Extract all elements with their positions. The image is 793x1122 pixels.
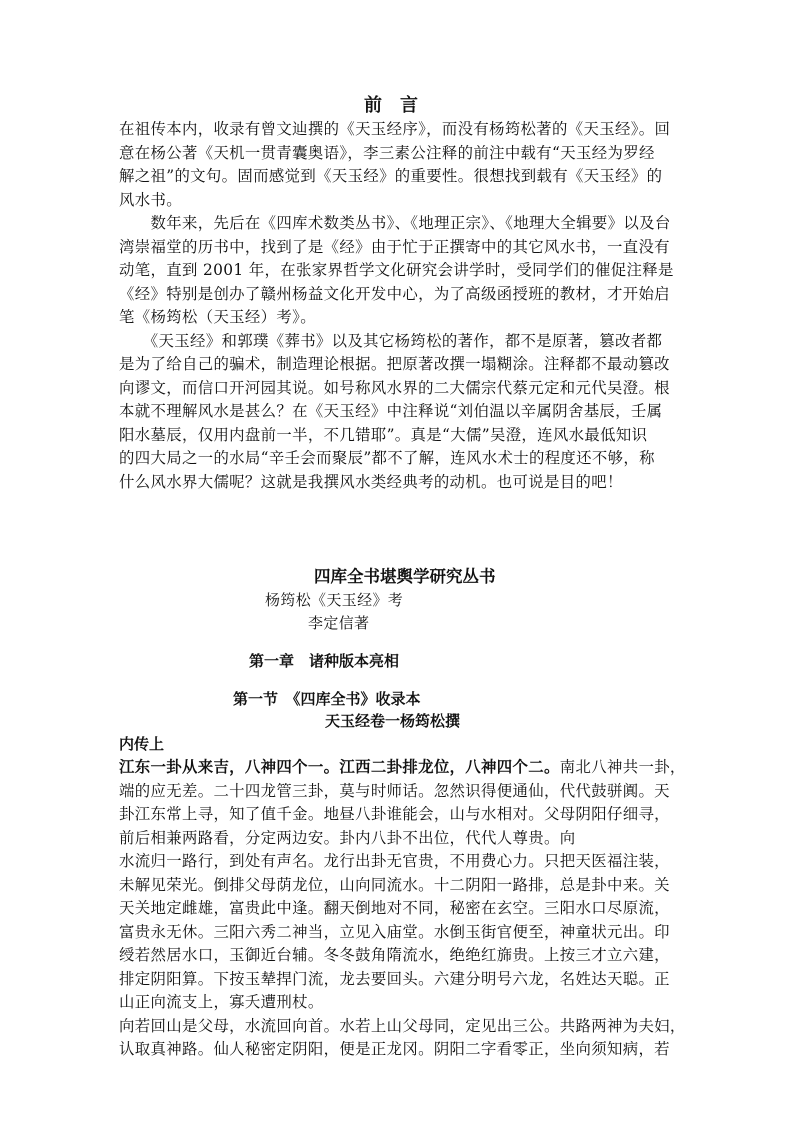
verse-line: 未解见荣光。倒排父母荫龙位，山向同流水。十二阴阳一路排，总是卦中来。关 bbox=[119, 876, 670, 894]
book-title: 杨筠松《天玉经》考 bbox=[265, 591, 404, 609]
section-subtitle: 天玉经卷一杨筠松撰 bbox=[325, 712, 461, 730]
preface-line: 《经》特别是创办了赣州杨益文化开发中心，为了高级函授班的教材，才开始启 bbox=[119, 285, 670, 303]
part-heading: 内传上 bbox=[119, 735, 165, 753]
preface-line: 是为了给自己的骗术，制造理论根据。把原著改撰一塌糊涂。注释都不最动篡改 bbox=[119, 355, 670, 373]
preface-line: 什么风水界大儒呢？这就是我撰风水类经典考的动机。也可说是目的吧！ bbox=[119, 473, 623, 491]
chapter-heading: 第一章 诸种版本亮相 bbox=[249, 652, 400, 670]
preface-line: 《天玉经》和郭璞《葬书》以及其它杨筠松的著作，都不是原著，篡改者都 bbox=[119, 332, 663, 350]
preface-line: 向谬文，而信口开河园其说。如号称风水界的二大儒宗代蔡元定和元代吴澄。根 bbox=[119, 379, 670, 397]
verse-line: 认取真神路。仙人秘密定阴阳，便是正龙冈。阴阳二字看零正，坐向须知病，若 bbox=[119, 1040, 670, 1058]
preface-line: 风水书。 bbox=[119, 191, 182, 209]
preface-line: 的四大局之一的水局“辛壬会而聚辰”都不了解，连风水术士的程度还不够，称 bbox=[119, 449, 655, 467]
preface-title: 前 言 bbox=[364, 95, 418, 116]
preface-line: 意在杨公著《天机一贯青囊奥语》，李三素公注释的前注中载有“天玉经为罗经 bbox=[119, 144, 655, 162]
series-title: 四库全书堪舆学研究丛书 bbox=[314, 567, 496, 586]
verse-rest: 南北八神共一卦， bbox=[559, 758, 686, 776]
verse-line: 向若回山是父母，水流回向首。水若上山父母同，定见出三公。共路两神为夫妇， bbox=[119, 1017, 686, 1035]
preface-line: 解之祖”的文句。固而感觉到《天玉经》的重要性。很想找到载有《天玉经》的 bbox=[119, 167, 663, 185]
section-heading: 第一节 《四库全书》收录本 bbox=[233, 690, 421, 708]
verse-line: 绶若然居水口，玉御近台辅。冬冬鼓角隋流水，绝绝红旆贵。上按三才立六建， bbox=[119, 946, 670, 964]
verse-line: 山正向流支上，寡夭遭刑杖。 bbox=[119, 993, 324, 1011]
verse-bold: 江东一卦从来吉，八神四个一。江西二卦排龙位，八神四个二。 bbox=[119, 758, 560, 776]
verse-line bbox=[119, 755, 686, 779]
preface-line: 湾崇福堂的历书中，找到了是《经》由于忙于正撰寄中的其它风水书，一直没有 bbox=[119, 238, 670, 256]
preface-line: 阳水墓辰，仅用内盘前一半，不几错耶”。真是“大儒”吴澄，连风水最低知识 bbox=[119, 426, 648, 444]
verse-line: 天关地定雌雄，富贵此中逢。翻天倒地对不同，秘密在玄空。三阳水口尽原流， bbox=[119, 899, 670, 917]
verse-line: 排定阴阳算。下按玉辇捍门流，龙去要回头。六建分明号六龙，名姓达天聪。正 bbox=[119, 970, 670, 988]
preface-line: 笔《杨筠松（天玉经）考》。 bbox=[119, 308, 316, 326]
verse-line: 前后相兼两路看，分定两边安。卦内八卦不出位，代代人尊贵。向 bbox=[119, 829, 576, 847]
preface-line: 动笔，直到 2001 年，在张家界哲学文化研究会讲学时，受同学们的催促注释是 bbox=[119, 261, 674, 279]
book-author: 李定信著 bbox=[308, 614, 370, 632]
verse-line: 端的应无差。二十四龙管三卦，莫与时师话。忽然识得便通仙，代代鼓骈阗。天 bbox=[119, 782, 670, 800]
verse-line: 卦江东常上寻，知了值千金。地昼八卦谁能会，山与水相对。父母阴阳仔细寻， bbox=[119, 805, 670, 823]
preface-line: 数年来，先后在《四库术数类丛书》、《地理正宗》、《地理大全辑要》以及台 bbox=[119, 214, 671, 232]
verse-line: 水流归一路行，到处有声名。龙行出卦无官贵，不用费心力。只把天医福注装， bbox=[119, 852, 670, 870]
preface-line: 本就不理解风水是甚么？在《天玉经》中注释说“刘伯温以辛属阴舍基辰，壬属 bbox=[119, 402, 663, 420]
verse-line: 富贵永无休。三阳六秀二神当，立见入庙堂。水倒玉街官便至，神童状元出。印 bbox=[119, 923, 670, 941]
preface-line: 在祖传本内，收录有曾文辿撰的《天玉经序》，而没有杨筠松著的《天玉经》。回 bbox=[119, 120, 671, 138]
